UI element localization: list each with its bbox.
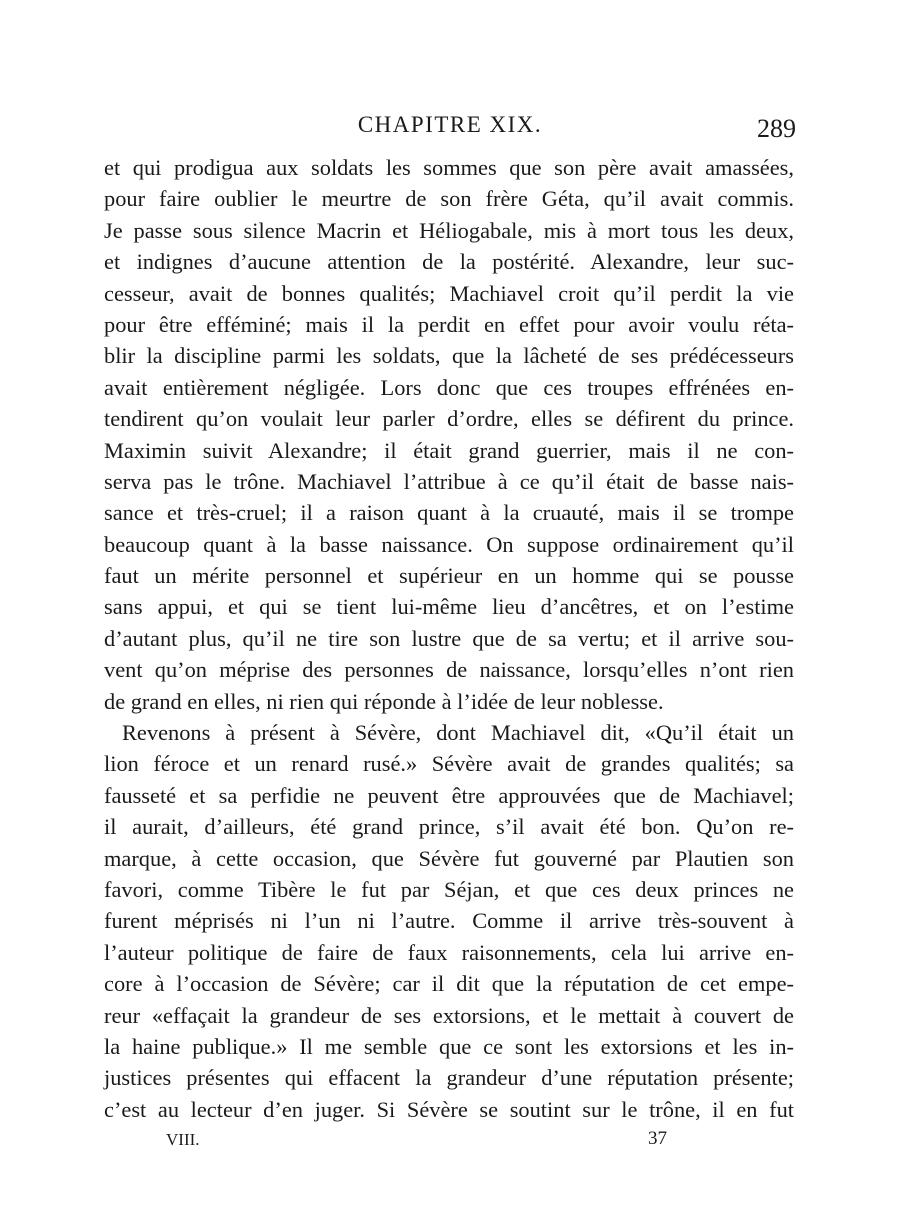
text-line: et qui prodigua aux soldats les sommes que son père avait amassées, [104, 155, 794, 180]
text-line: tendirent qu’on voulait leur parler d’ordre, elles se défirent du prince. [104, 406, 794, 432]
running-title: CHAPITRE XIX. [357, 112, 543, 137]
text-line: il aurait, d’ailleurs, été grand prince, s’il avait été bon. Qu’on re- [104, 814, 794, 840]
text-line: avait entièrement négligée. Lors donc que ces troupes effrénées en- [104, 374, 794, 400]
text-line: pour être efféminé; mais il la perdit en effet pour avoir voulu réta- [104, 311, 794, 337]
text-line: sans appui, et qui se tient lui-même lieu d’ancêtres, et on l’estime [104, 594, 794, 620]
text-line: pour faire oublier le meurtre de son frère Géta, qu’il avait commis. [104, 186, 794, 212]
text-line: furent méprisés ni l’un ni l’autre. Comme il arrive très-souvent à [104, 908, 794, 934]
text-line: core à l’occasion de Sévère; car il dit que la réputation de cet empe- [104, 971, 794, 997]
text-line: c’est au lecteur d’en juger. Si Sévère se soutint sur le trône, il en fut [104, 1096, 794, 1122]
text-line: d’autant plus, qu’il ne tire son lustre que de sa vertu; et il arrive sou- [104, 625, 794, 651]
sheet-number: 37 [648, 1128, 667, 1149]
text-line: marque, à cette occasion, que Sévère fut gouverné par Plautien son [104, 845, 794, 871]
text-line: faut un mérite personnel et supérieur en un homme qui se pousse [104, 563, 794, 589]
text-line: la haine publique.» Il me semble que ce sont les extorsions et les in- [104, 1033, 794, 1059]
page-number: 289 [757, 114, 796, 143]
text-line: fausseté et sa perfidie ne peuvent être approuvées que de Machiavel; [104, 782, 794, 808]
text-line: Revenons à présent à Sévère, dont Machiavel dit, «Qu’il était un [122, 720, 794, 746]
text-line: serva pas le trône. Machiavel l’attribue à ce qu’il était de basse nais- [104, 468, 794, 494]
text-line: l’auteur politique de faire de faux raisonnements, cela lui arrive en- [104, 939, 794, 965]
text-line: sance et très-cruel; il a raison quant à la cruauté, mais il se trompe [104, 500, 794, 526]
text-line: cesseur, avait de bonnes qualités; Machiavel croit qu’il perdit la vie [104, 280, 794, 306]
text-line: et indignes d’aucune attention de la postérité. Alexandre, leur suc- [104, 249, 794, 275]
text-line: favori, comme Tibère le fut par Séjan, et que ces deux princes ne [104, 876, 794, 902]
text-line: reur «effaçait la grandeur de ses extorsions, et le mettait à couvert de [104, 1002, 794, 1028]
text-line: Je passe sous silence Macrin et Héliogabale, mis à mort tous les deux, [104, 217, 794, 243]
text-line: beaucoup quant à la basse naissance. On suppose ordinairement qu’il [104, 531, 794, 557]
text-line: vent qu’on méprise des personnes de naissance, lorsqu’elles n’ont rien [104, 657, 794, 683]
paragraph-1 [104, 152, 794, 717]
signature-mark: VIII. [166, 1130, 200, 1149]
text-line: justices présentes qui effacent la grandeur d’une réputation présente; [104, 1065, 794, 1091]
body-text [104, 152, 794, 1125]
text-line: de grand en elles, ni rien qui réponde à l’idée de leur noblesse. [104, 688, 664, 714]
paragraph-2 [104, 717, 794, 1125]
text-line: Maximin suivit Alexandre; il était grand guerrier, mais il ne con- [104, 437, 794, 463]
text-line: blir la discipline parmi les soldats, que la lâcheté de ses prédécesseurs [104, 343, 794, 369]
text-line: lion féroce et un renard rusé.» Sévère avait de grandes qualités; sa [104, 751, 794, 777]
